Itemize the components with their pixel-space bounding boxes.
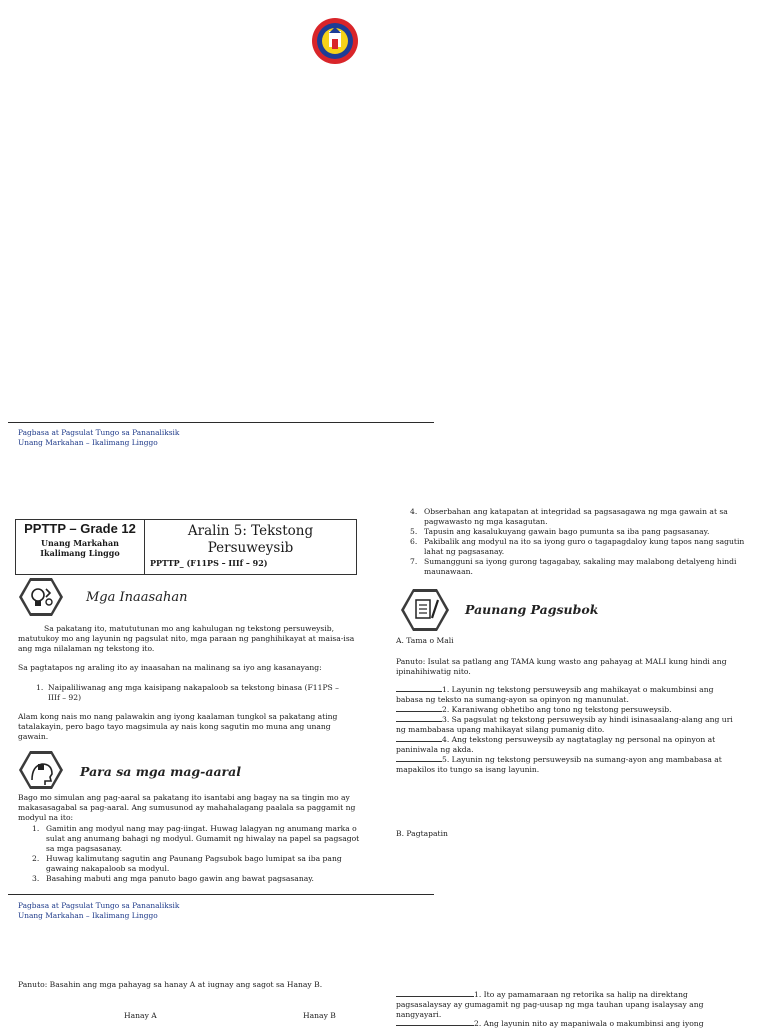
matching-item-1 xyxy=(396,990,736,1020)
title-box xyxy=(15,519,357,575)
answer-blank[interactable] xyxy=(396,761,442,762)
para-list-item: 1. Gamitin ang modyul nang may pag-iingat. Huwag lalagyan ng anumang marka o sulat ang anumang bahagi ng modyul. Gumamit ng hiwalay na papel sa pagsagot sa mga pagsasanay. xyxy=(32,824,360,853)
right-item-7-text: Sumangguni sa iyong gurong tagagabay, sakaling may malabong detalyeng hindi maunawaan. xyxy=(424,557,737,576)
inaasahan-item-1: 1. Naipaliliwanag ang mga kaisipang nakapaloob sa tekstong binasa (F11PS – IIIf – 92) xyxy=(36,683,339,702)
header-rule xyxy=(8,422,434,423)
matching-item-2-text: 2. Ang layunin nito ay mapaniwala o makumbinsi ang iyong xyxy=(474,1019,704,1028)
paunang-instruction: Panuto: Isulat sa patlang ang TAMA kung wasto ang pahayag at MALI kung hindi ang ipinahihiwatig nito. xyxy=(396,657,727,676)
answer-blank[interactable] xyxy=(396,1025,474,1026)
para-item-3-text: Basahing mabuti ang mga panuto bago gawin ang bawat pagsasanay. xyxy=(46,874,314,883)
para-list-item: 2. Huwag kalimutang sagutin ang Paunang Pagsubok bago lumipat sa iba pang gawaing nakapaloob sa modyul. xyxy=(32,854,342,873)
tama-mali-item-5-text: 5. Layunin ng tekstong persuweysib na sumang-ayon ang mambabasa at mapakilos ito tungo sa isang layunin. xyxy=(396,755,722,774)
second-header-line-1: Pagbasa at Pagsulat Tungo sa Pananaliksik xyxy=(18,901,180,910)
lesson-cell xyxy=(145,520,356,574)
inaasahan-paragraph-2: Sa pagtatapos ng araling ito ay inaasahan na malinang sa iyo ang kasanayang: xyxy=(18,663,322,672)
page-header xyxy=(18,428,179,448)
para-list-item: 3. Basahing mabuti ang mga panuto bago gawin ang bawat pagsasanay. xyxy=(32,874,314,883)
lesson-code: PPTTP_ (F11PS – IIIf – 92) xyxy=(150,558,268,568)
second-header-line-2: Unang Markahan – Ikalimang Linggo xyxy=(18,911,158,920)
hanay-b-label: Hanay B xyxy=(303,1011,336,1020)
week-label: Ikalimang Linggo xyxy=(40,548,120,558)
division-seal-logo xyxy=(311,17,359,65)
right-list-item: 5. Tapusin ang kasalukuyang gawain bago pumunta sa iba pang pagsasanay. xyxy=(410,527,710,536)
pencil-checklist-icon xyxy=(400,588,450,632)
second-page-rule xyxy=(8,894,434,895)
grade-title: PPTTP – Grade 12 xyxy=(24,521,136,536)
matching-item-2 xyxy=(396,1019,736,1029)
right-list-item: 7. Sumangguni sa iyong gurong tagagabay, sakaling may malabong detalyeng hindi maunawaan. xyxy=(410,557,737,576)
tama-mali-item-1-text: 1. Layunin ng tekstong persuweysib ang mahikayat o makumbinsi ang babasa ng teksto na sumang-ayon sa opinyon ng manunulat. xyxy=(396,685,714,704)
right-item-4-text: Obserbahan ang katapatan at integridad sa pagsasagawa ng mga gawain at sa pagwawasto ng mga kasagutan. xyxy=(424,507,728,526)
inaasahan-paragraph-3: Alam kong nais mo nang palawakin ang iyong kaalaman tungkol sa pakatang ating tatalakayin, pero bago tayo magsimula ay nais kong sagutin mo muna ang unang gawain. xyxy=(18,712,338,741)
para-item-1-text: Gamitin ang modyul nang may pag-iingat. Huwag lalagyan ng anumang marka o sulat ang anumang bahagi ng modyul. Gumamit ng hiwalay na papel sa pagsagot sa mga pagsasanay. xyxy=(46,824,360,853)
header-line-2: Unang Markahan – Ikalimang Linggo xyxy=(18,438,158,447)
paunang-heading: Paunang Pagsubok xyxy=(465,602,599,617)
second-page-header xyxy=(18,901,179,921)
tama-mali-item xyxy=(396,685,736,705)
matching-item-1-text: 1. Ito ay pamamaraan ng retorika sa halip na direktang pagsasalaysay ay gumagamit ng pag-uusap ng mga tauhan upang isalaysay ang nangyayari. xyxy=(396,990,704,1019)
right-item-6-text: Pakibalik ang modyul na ito sa iyong guro o tagapagdaloy kung tapos nang sagutin lahat ng pagsasanay. xyxy=(424,537,745,556)
lightbulb-gear-icon xyxy=(18,577,64,617)
inaasahan-item-1-text: Naipaliliwanag ang mga kaisipang nakapaloob sa tekstong binasa (F11PS – IIIf – 92) xyxy=(48,683,339,702)
answer-blank[interactable] xyxy=(396,741,442,742)
para-paragraph-1: Bago mo simulan ang pag-aaral sa pakatang ito isantabi ang bagay na sa tingin mo ay makasasagabal sa pag-aaral. Ang sumusunod ay mahahalagang paalala sa paggamit ng modyul na ito: xyxy=(18,793,356,822)
right-list-item: 4. Obserbahan ang katapatan at integridad sa pagsasagawa ng mga gawain at sa pagwawasto ng mga kasagutan. xyxy=(410,507,728,526)
para-item-2-text: Huwag kalimutang sagutin ang Paunang Pagsubok bago lumipat sa iba pang gawaing nakapaloob sa modyul. xyxy=(46,854,342,873)
answer-blank[interactable] xyxy=(396,721,442,722)
answer-blank[interactable] xyxy=(396,691,442,692)
quarter-label: Unang Markahan xyxy=(41,538,119,548)
tama-mali-item xyxy=(396,735,736,755)
right-list-item: 6. Pakibalik ang modyul na ito sa iyong guro o tagapagdaloy kung tapos nang sagutin lahat ng pagsasanay. xyxy=(410,537,745,556)
section-b-label: B. Pagtapatin xyxy=(396,829,448,838)
answer-blank[interactable] xyxy=(396,711,442,712)
right-list xyxy=(410,507,745,577)
right-item-5-text: Tapusin ang kasalukuyang gawain bago pumunta sa iba pang pagsasanay. xyxy=(424,527,710,536)
para-list xyxy=(32,824,366,884)
tama-mali-item-2-text: 2. Karaniwang obhetibo ang tono ng tekstong persuweysib. xyxy=(442,705,672,714)
hanay-a-label: Hanay A xyxy=(124,1011,157,1020)
puzzle-head-icon xyxy=(18,750,64,790)
lesson-title: Aralin 5: Tekstong Persuweysib xyxy=(187,523,314,556)
tama-mali-item xyxy=(396,715,736,735)
grade-cell xyxy=(16,520,145,574)
bottom-instruction: Panuto: Basahin ang mga pahayag sa hanay A at iugnay ang sagot sa Hanay B. xyxy=(18,980,323,989)
header-line-1: Pagbasa at Pagsulat Tungo sa Pananaliksik xyxy=(18,428,180,437)
section-a-label: A. Tama o Mali xyxy=(396,636,454,645)
inaasahan-heading: Mga Inaasahan xyxy=(86,590,188,605)
tama-mali-item-3-text: 3. Sa pagsulat ng tekstong persuweysib ay hindi isinasaalang-alang ang uri ng mambabasa upang mahikayat silang pumanig dito. xyxy=(396,715,733,734)
inaasahan-paragraph-1: Sa pakatang ito, matututunan mo ang kahulugan ng tekstong persuweysib, matutukoy mo ang layunin ng pagsulat nito, mga paraan ng panghihikayat at maisa-isa ang mga nilalaman ng tekstong ito. xyxy=(18,624,355,653)
answer-blank[interactable] xyxy=(396,996,474,997)
tama-mali-item xyxy=(396,755,736,775)
tama-mali-item xyxy=(396,705,736,715)
tama-mali-item-4-text: 4. Ang tekstong persuweysib ay nagtataglay ng personal na opinyon at paniniwala ng akda. xyxy=(396,735,716,754)
para-heading: Para sa mga mag-aaral xyxy=(80,764,241,779)
tama-mali-items xyxy=(396,685,736,775)
